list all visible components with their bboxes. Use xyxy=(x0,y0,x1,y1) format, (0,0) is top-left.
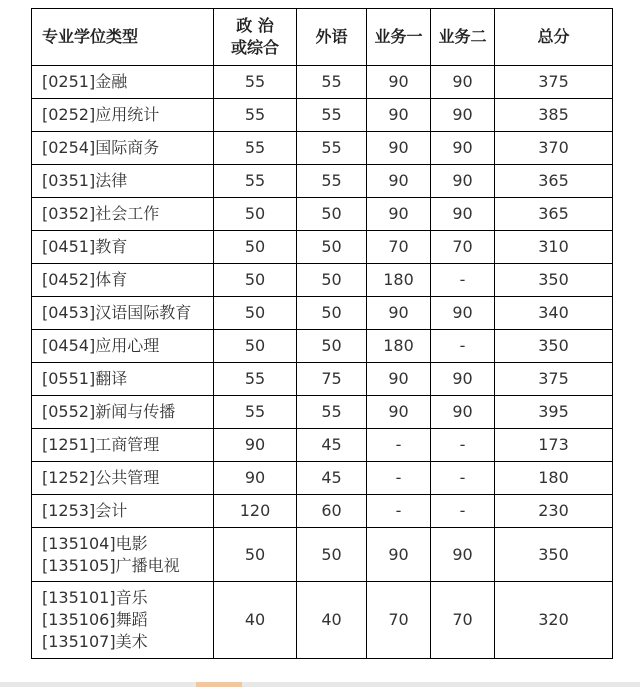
cell-foreign: 75 xyxy=(297,363,367,396)
program-name-line: [0551]翻译 xyxy=(42,369,128,388)
cell-program-name xyxy=(32,396,214,429)
bottom-accent xyxy=(196,682,242,687)
cell-program-name xyxy=(32,297,214,330)
cell-program-name xyxy=(32,462,214,495)
cell-total: 340 xyxy=(495,297,613,330)
cell-politics: 40 xyxy=(214,582,297,659)
cell-course1: 90 xyxy=(367,297,431,330)
cell-program-name xyxy=(32,330,214,363)
program-name-line: [1252]公共管理 xyxy=(42,468,160,487)
cell-program-name xyxy=(32,429,214,462)
table-row xyxy=(32,99,613,132)
score-table xyxy=(31,8,613,659)
cell-course1: 90 xyxy=(367,66,431,99)
cell-course2: 90 xyxy=(431,99,495,132)
cell-total: 320 xyxy=(495,582,613,659)
cell-total: 350 xyxy=(495,264,613,297)
cell-politics: 55 xyxy=(214,363,297,396)
bottom-divider xyxy=(0,682,640,687)
cell-foreign: 45 xyxy=(297,462,367,495)
cell-politics: 50 xyxy=(214,264,297,297)
program-name-line: [0351]法律 xyxy=(42,171,128,190)
cell-course1: 90 xyxy=(367,165,431,198)
table-row xyxy=(32,582,613,659)
table-row xyxy=(32,528,613,582)
cell-politics: 50 xyxy=(214,330,297,363)
program-name-line: [135106]舞蹈 xyxy=(42,610,148,629)
table-row xyxy=(32,495,613,528)
header-politics-line1: 政 治 xyxy=(236,16,274,35)
cell-politics: 50 xyxy=(214,231,297,264)
cell-politics: 90 xyxy=(214,429,297,462)
cell-foreign: 40 xyxy=(297,582,367,659)
cell-total: 395 xyxy=(495,396,613,429)
cell-course2: - xyxy=(431,429,495,462)
cell-program-name xyxy=(32,198,214,231)
table-row xyxy=(32,231,613,264)
cell-course2: 70 xyxy=(431,231,495,264)
table-row xyxy=(32,462,613,495)
cell-total: 180 xyxy=(495,462,613,495)
cell-foreign: 50 xyxy=(297,330,367,363)
cell-politics: 120 xyxy=(214,495,297,528)
cell-foreign: 60 xyxy=(297,495,367,528)
program-name-line: [0352]社会工作 xyxy=(42,204,160,223)
cell-program-name xyxy=(32,363,214,396)
cell-total: 350 xyxy=(495,528,613,582)
table-row xyxy=(32,396,613,429)
program-name-line: [0552]新闻与传播 xyxy=(42,402,176,421)
header-politics-line2: 或综合 xyxy=(230,38,279,57)
cell-total: 310 xyxy=(495,231,613,264)
cell-program-name xyxy=(32,165,214,198)
cell-course1: 70 xyxy=(367,231,431,264)
cell-politics: 50 xyxy=(214,528,297,582)
cell-course2: 90 xyxy=(431,396,495,429)
cell-foreign: 45 xyxy=(297,429,367,462)
table-row xyxy=(32,429,613,462)
cell-politics: 55 xyxy=(214,165,297,198)
cell-total: 365 xyxy=(495,198,613,231)
table-body xyxy=(32,66,613,659)
cell-total: 350 xyxy=(495,330,613,363)
cell-total: 365 xyxy=(495,165,613,198)
header-type: 专业学位类型 xyxy=(32,9,214,66)
cell-total: 230 xyxy=(495,495,613,528)
table-row xyxy=(32,330,613,363)
program-name-line: [135105]广播电视 xyxy=(42,555,180,575)
cell-foreign: 50 xyxy=(297,264,367,297)
program-name-line: [0452]体育 xyxy=(42,270,128,289)
table-row xyxy=(32,66,613,99)
cell-course1: - xyxy=(367,429,431,462)
cell-course1: - xyxy=(367,462,431,495)
table-row xyxy=(32,297,613,330)
program-name-line: [135104]电影 xyxy=(42,533,148,553)
header-row xyxy=(32,9,613,66)
header-course2: 业务二 xyxy=(431,9,495,66)
cell-course2: - xyxy=(431,330,495,363)
cell-total: 375 xyxy=(495,363,613,396)
cell-program-name xyxy=(32,264,214,297)
cell-foreign: 50 xyxy=(297,297,367,330)
cell-foreign: 55 xyxy=(297,99,367,132)
program-name-line: [1253]会计 xyxy=(42,501,128,520)
cell-program-name xyxy=(32,231,214,264)
cell-program-name xyxy=(32,495,214,528)
cell-course2: - xyxy=(431,264,495,297)
cell-course1: 90 xyxy=(367,528,431,582)
cell-foreign: 55 xyxy=(297,165,367,198)
cell-program-name xyxy=(32,582,214,659)
cell-course2: 90 xyxy=(431,165,495,198)
cell-politics: 50 xyxy=(214,198,297,231)
cell-course2: 90 xyxy=(431,528,495,582)
header-total: 总分 xyxy=(495,9,613,66)
program-name-line: [0251]金融 xyxy=(42,72,128,91)
cell-course2: - xyxy=(431,495,495,528)
program-name-line: [1251]工商管理 xyxy=(42,435,160,454)
score-table-container xyxy=(31,8,612,659)
cell-politics: 55 xyxy=(214,99,297,132)
cell-course1: 180 xyxy=(367,330,431,363)
cell-foreign: 50 xyxy=(297,528,367,582)
cell-foreign: 55 xyxy=(297,132,367,165)
cell-course2: 90 xyxy=(431,66,495,99)
cell-course2: - xyxy=(431,462,495,495)
cell-course2: 90 xyxy=(431,363,495,396)
table-row xyxy=(32,264,613,297)
cell-foreign: 55 xyxy=(297,396,367,429)
cell-course1: 90 xyxy=(367,99,431,132)
cell-course1: 90 xyxy=(367,363,431,396)
cell-foreign: 55 xyxy=(297,66,367,99)
cell-program-name xyxy=(32,99,214,132)
cell-course2: 70 xyxy=(431,582,495,659)
cell-total: 370 xyxy=(495,132,613,165)
cell-course2: 90 xyxy=(431,198,495,231)
cell-program-name xyxy=(32,528,214,582)
program-name-line: [135107]美术 xyxy=(42,632,148,651)
cell-politics: 50 xyxy=(214,297,297,330)
cell-total: 173 xyxy=(495,429,613,462)
cell-foreign: 50 xyxy=(297,231,367,264)
cell-foreign: 50 xyxy=(297,198,367,231)
program-name-line: [0254]国际商务 xyxy=(42,138,160,157)
table-row xyxy=(32,132,613,165)
cell-politics: 90 xyxy=(214,462,297,495)
cell-politics: 55 xyxy=(214,66,297,99)
program-name-line: [0252]应用统计 xyxy=(42,105,160,124)
cell-program-name xyxy=(32,66,214,99)
cell-course1: 70 xyxy=(367,582,431,659)
cell-total: 375 xyxy=(495,66,613,99)
table-row xyxy=(32,198,613,231)
program-name-line: [0451]教育 xyxy=(42,237,128,256)
cell-course2: 90 xyxy=(431,132,495,165)
program-name-line: [0453]汉语国际教育 xyxy=(42,303,192,322)
cell-total: 385 xyxy=(495,99,613,132)
header-politics xyxy=(214,9,297,66)
cell-politics: 55 xyxy=(214,396,297,429)
program-name-line: [135101]音乐 xyxy=(42,588,148,607)
cell-course1: 180 xyxy=(367,264,431,297)
header-foreign: 外语 xyxy=(297,9,367,66)
cell-course1: 90 xyxy=(367,396,431,429)
table-row xyxy=(32,363,613,396)
program-name-line: [0454]应用心理 xyxy=(42,336,160,355)
cell-course1: 90 xyxy=(367,132,431,165)
cell-course2: 90 xyxy=(431,297,495,330)
cell-program-name xyxy=(32,132,214,165)
cell-politics: 55 xyxy=(214,132,297,165)
cell-course1: - xyxy=(367,495,431,528)
header-course1: 业务一 xyxy=(367,9,431,66)
cell-course1: 90 xyxy=(367,198,431,231)
table-row xyxy=(32,165,613,198)
